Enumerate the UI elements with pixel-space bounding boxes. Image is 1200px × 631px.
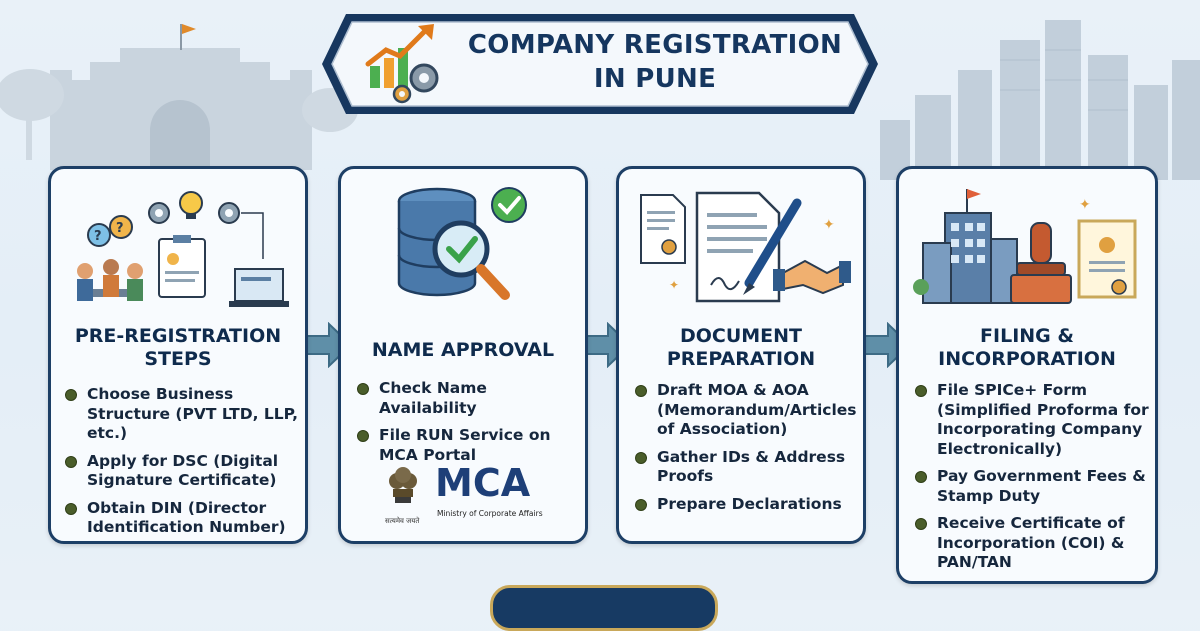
emblem-icon [385,461,421,515]
svg-text:✦: ✦ [823,217,835,233]
steps-list [357,379,579,473]
steps-list [915,381,1151,581]
bullet-icon [915,385,927,397]
list-item: File SPICe+ Form (Simplified Proforma for Incorporating Company Electronically) [915,381,1151,459]
bullet-icon [915,471,927,483]
list-item: Check Name Availability [357,379,579,418]
bullet-icon [357,430,369,442]
database-icon [389,183,549,317]
page-title [455,28,855,96]
bullet-icon [635,499,647,511]
bullet-icon [357,383,369,395]
bullet-icon [65,456,77,468]
svg-text:✦: ✦ [669,278,680,292]
card-name-approval [338,166,588,544]
lightbulb-icon [180,192,202,219]
fort-silhouette [50,24,312,170]
mca-logo [385,461,545,531]
steps-list [635,381,859,522]
check-circle-icon [492,188,526,222]
card-filing-incorporation [896,166,1158,584]
handshake-icon [773,261,851,293]
card-title: NAME APPROVAL [371,339,555,361]
list-item: Apply for DSC (Digital Signature Certificate) [65,452,301,491]
clipboard-icon [159,235,205,297]
gear-icon [149,203,169,223]
list-item: Pay Government Fees & Stamp Duty [915,467,1151,506]
title-line-2: IN PUNE [593,64,717,94]
card-document-preparation [616,166,866,544]
card-pre-registration [48,166,308,544]
svg-text:?: ? [94,229,102,244]
certificate-icon [1079,221,1135,297]
growth-chart-gears-icon [362,20,448,106]
bullet-icon [635,452,647,464]
certificate-icon [641,195,685,263]
list-item: Gather IDs & Address Proofs [635,448,859,487]
title-line-1: COMPANY REGISTRATION [467,30,843,60]
svg-text:?: ? [116,221,124,236]
steps-list [65,385,301,546]
card-title: PRE-REGISTRATION STEPS [74,325,282,370]
bullet-icon [65,503,77,515]
laptop-icon [229,269,289,307]
list-item: Prepare Declarations [635,495,859,515]
emblem-caption: सत्यमेव जयते [385,517,420,525]
mca-logo-text: MCA [435,461,531,505]
city-silhouette [880,20,1200,180]
building-icon [911,183,1143,307]
bullet-icon [635,385,647,397]
card-title: FILING & INCORPORATION [938,325,1116,370]
mca-logo-subtitle: Ministry of Corporate Affairs [437,509,543,518]
list-item: Obtain DIN (Director Identification Number) [65,499,301,538]
bottom-banner [490,585,718,631]
stamp-icon [1011,223,1071,303]
list-item: Draft MOA & AOA (Memorandum/Articles of Association) [635,381,859,440]
bullet-icon [65,389,77,401]
svg-text:✦: ✦ [1079,197,1091,213]
card-title: DOCUMENT PREPARATION [666,325,816,370]
list-item: File RUN Service on MCA Portal [357,426,579,465]
meeting-people-icon [63,179,295,319]
list-item: Choose Business Structure (PVT LTD, LLP, etc.) [65,385,301,444]
list-item: Receive Certificate of Incorporation (COI) & PAN/TAN [915,514,1151,573]
document-icon [633,185,853,305]
bullet-icon [915,518,927,530]
